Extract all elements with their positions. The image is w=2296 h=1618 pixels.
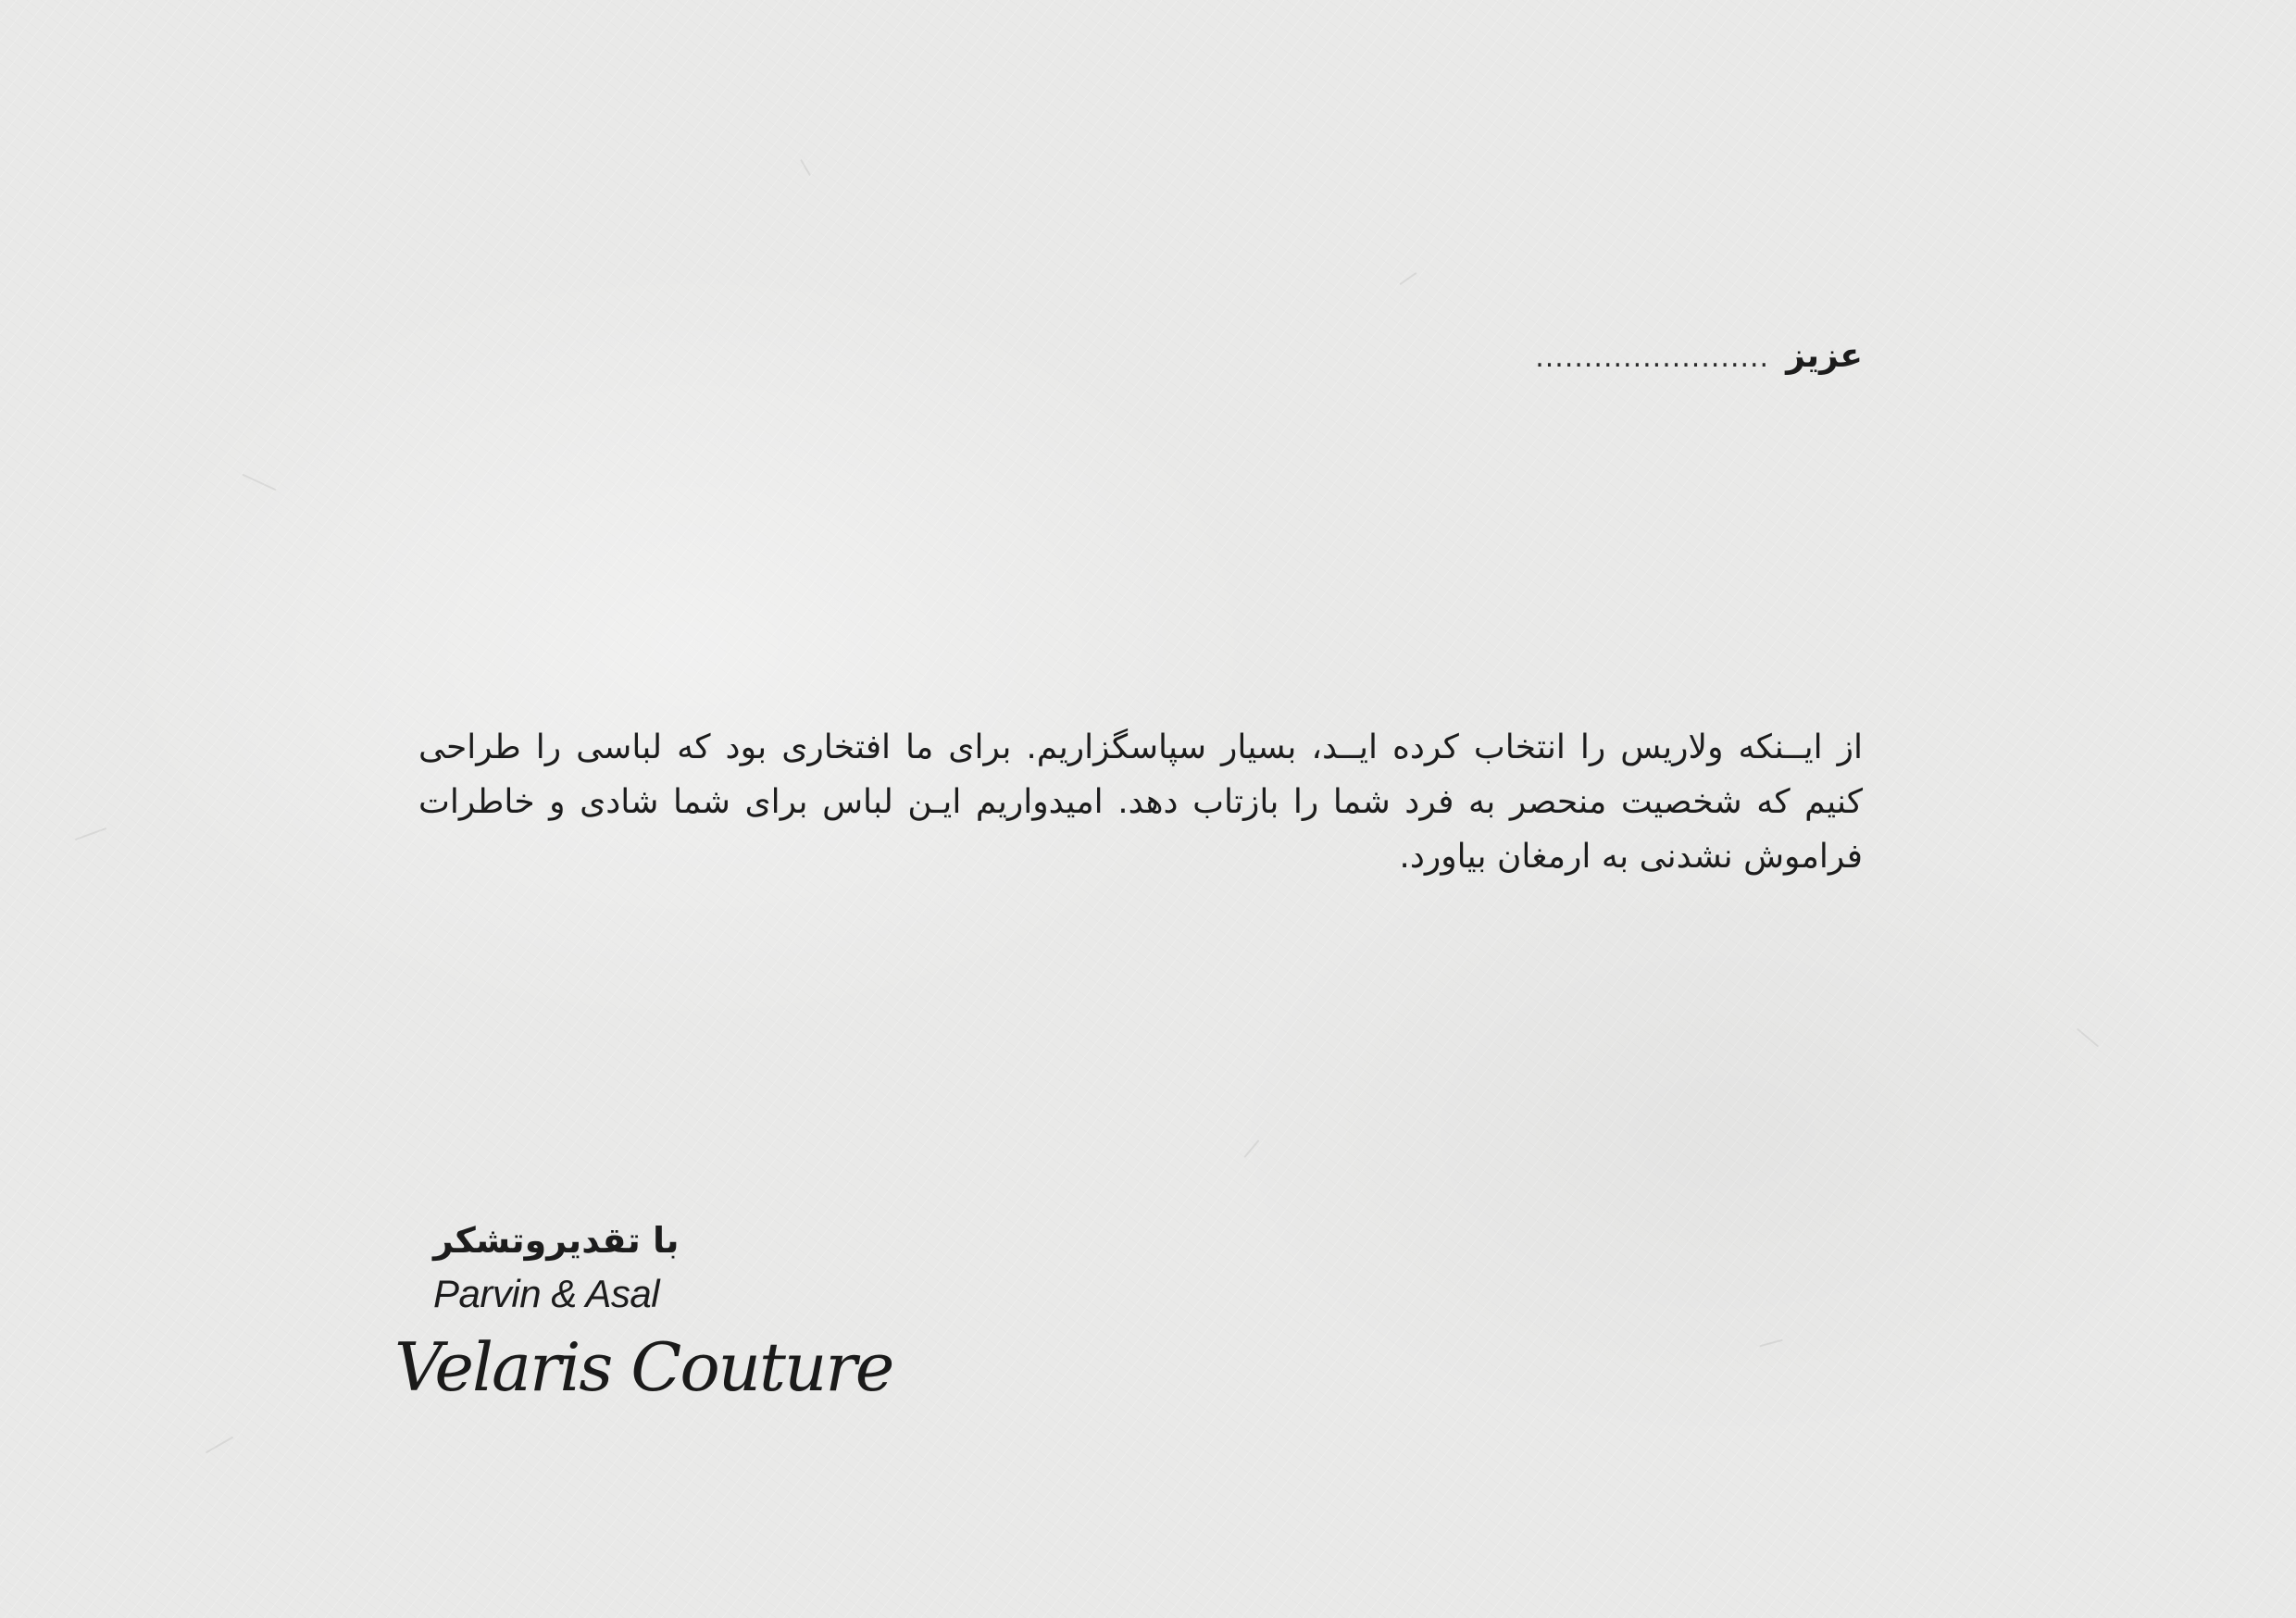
paper-fiber — [1759, 1339, 1783, 1348]
signer-names: Parvin & Asal — [433, 1272, 660, 1315]
paper-fiber — [1244, 1139, 1260, 1158]
salutation-text: عزیز — [1786, 337, 1863, 375]
salutation-line — [1535, 337, 1863, 375]
paper-fiber — [1399, 272, 1416, 285]
paper-fiber — [800, 159, 811, 176]
paper-fiber — [75, 828, 107, 840]
paper-fiber — [206, 1437, 233, 1454]
recipient-name-placeholder: ........................ — [1535, 342, 1770, 374]
paper-fiber — [242, 474, 276, 492]
letter-body: از ایــنکه ولاریس را انتخاب کرده ایــد، بسیار سپاسگزاریم. برای ما افتخاری بود که لباسی را طراحی کنیم که شخصیت منحصر به فرد شما را بازتاب دهد. امیدواریم ایـن لباس برای شما شادی و خاطرات فراموش نشدنی به ارمغان بیاورد. — [418, 728, 1863, 876]
brand-signature — [389, 1314, 893, 1425]
closing-phrase: با تقدیروتشکر — [433, 1220, 680, 1261]
paper-fiber — [2077, 1028, 2099, 1048]
brand-signature-text: Velaris Couture — [394, 1328, 893, 1406]
